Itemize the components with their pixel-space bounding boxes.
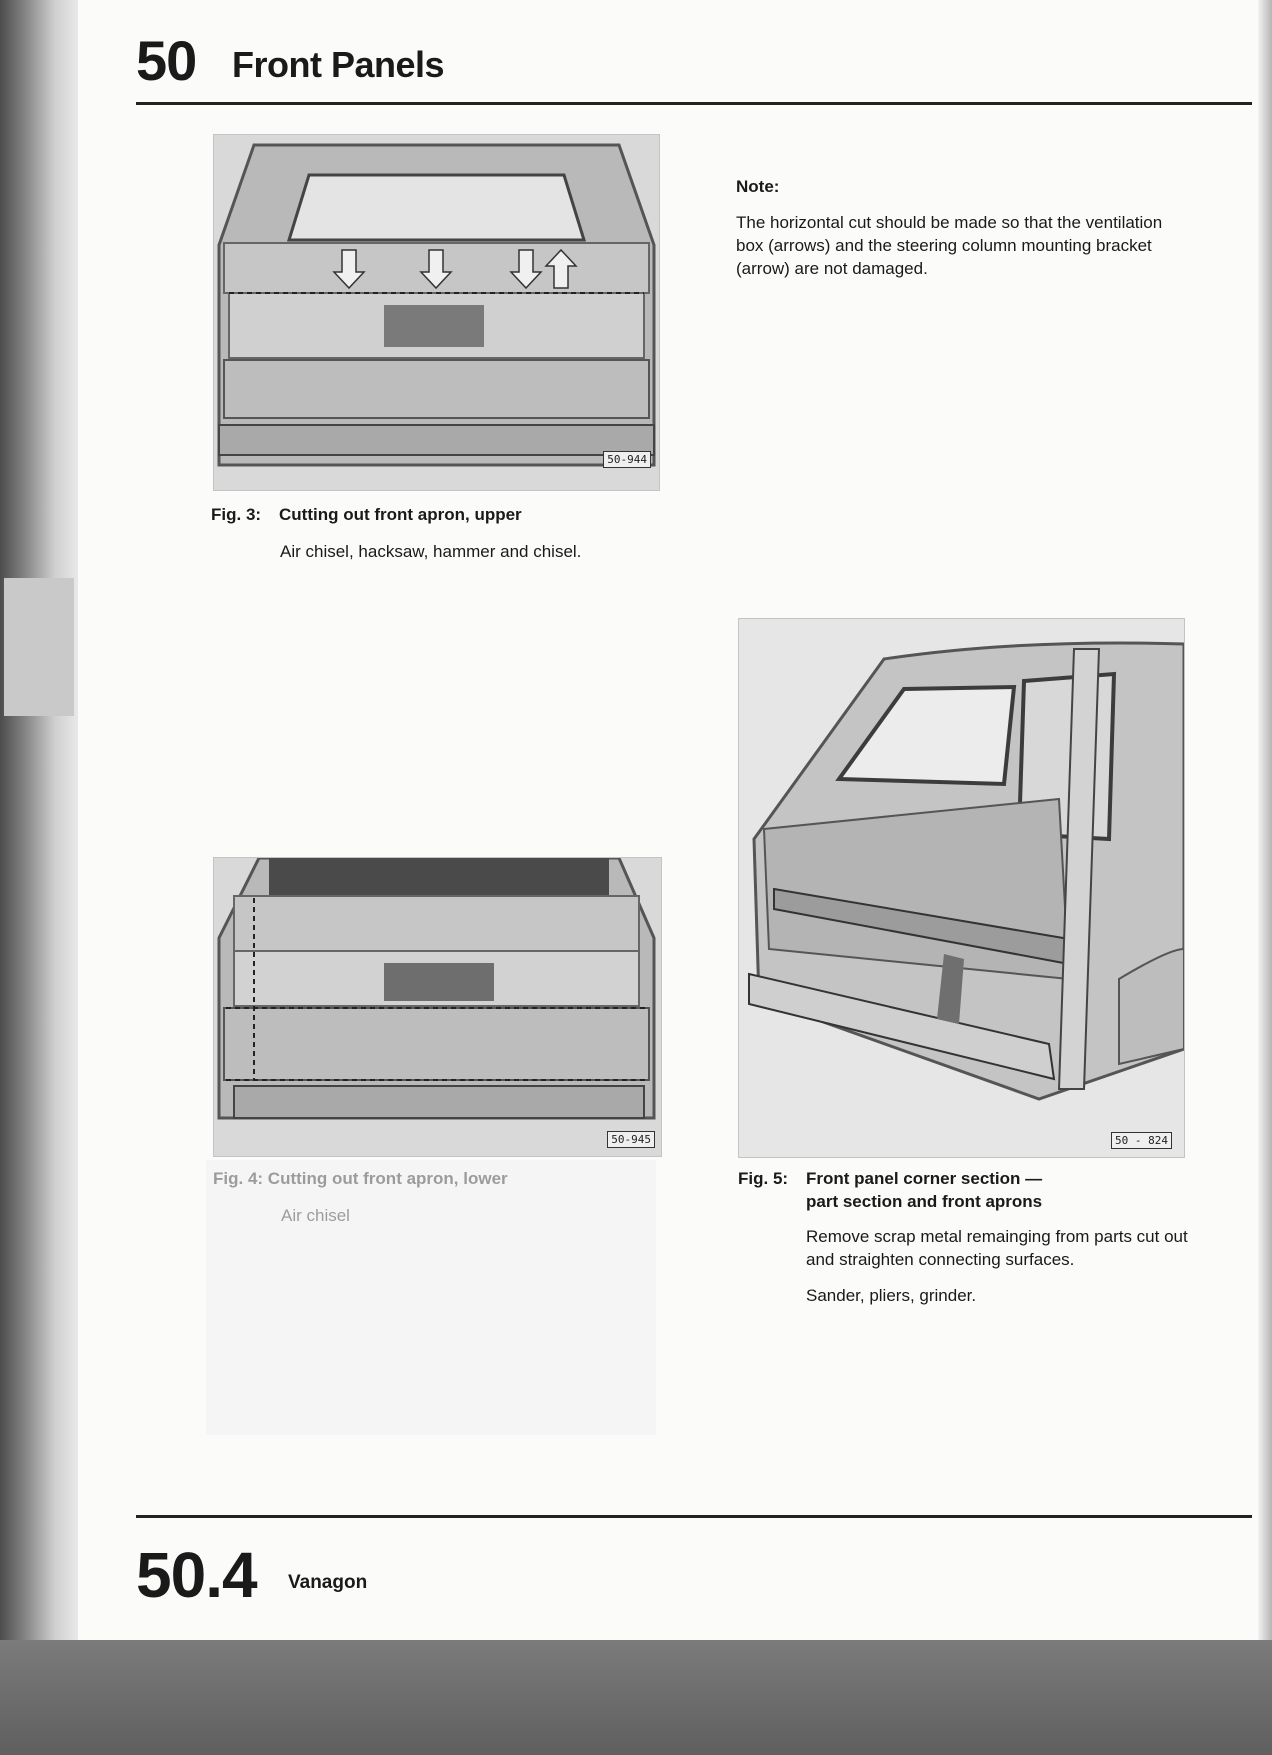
figure-4-image-code: 50-945: [607, 1131, 655, 1148]
page-tab: [4, 578, 74, 716]
model-name: Vanagon: [288, 1572, 368, 1593]
figure-5-image-code: 50 - 824: [1111, 1132, 1172, 1149]
chapter-number: 50: [136, 29, 197, 92]
figure-3-number: Fig. 3:: [211, 505, 262, 524]
page-number: 50.4: [136, 1539, 257, 1611]
figure-5-title-line-1: Front panel corner section —: [806, 1169, 1043, 1188]
figure-3-image-code: 50-944: [603, 451, 651, 468]
footer-rule: [136, 1515, 1252, 1518]
figure-5-photo: [738, 618, 1185, 1158]
show-through-shadow: [206, 1160, 656, 1435]
header-rule: [136, 102, 1252, 105]
binding-shadow: [0, 0, 78, 1640]
figure-5-tools: Sander, pliers, grinder.: [806, 1286, 977, 1305]
figure-5-number: Fig. 5:: [738, 1169, 789, 1188]
figure-5-caption: [738, 1167, 1043, 1211]
note-body: The horizontal cut should be made so that the ventilation box (arrows) and the steering column mounting bracket (arrow) are not damaged.: [736, 213, 1163, 278]
chapter-title: Front Panels: [232, 44, 445, 85]
page-edge: [1258, 0, 1272, 1640]
figure-3-caption: [211, 503, 522, 526]
note-title: Note:: [736, 177, 780, 196]
figure-4-photo: [213, 857, 662, 1157]
figure-3-photo: [213, 134, 660, 491]
figure-3-tools: Air chisel, hacksaw, hammer and chisel.: [280, 542, 582, 561]
figure-5-description: Remove scrap metal remainging from parts cut out and straighten connecting surfaces.: [806, 1227, 1188, 1269]
scanner-background: [0, 1640, 1272, 1755]
figure-3-title: Cutting out front apron, upper: [279, 505, 522, 524]
figure-5-title-line-2: part section and front aprons: [806, 1192, 1043, 1211]
